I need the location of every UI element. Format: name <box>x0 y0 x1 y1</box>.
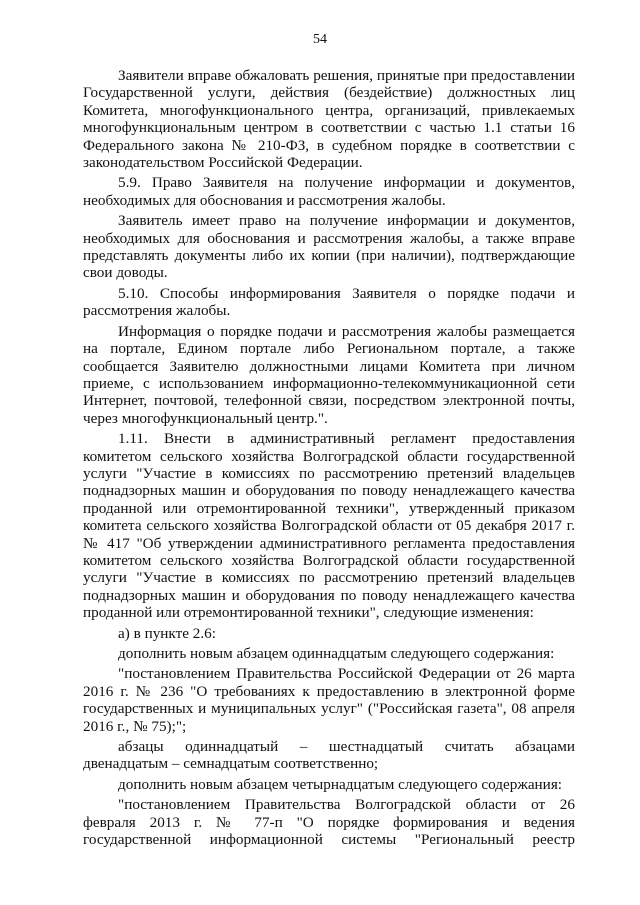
page-number: 54 <box>313 32 327 47</box>
paragraph-info-rights: Заявитель имеет право на получение информации и документов, необходимых для обоснования и рассмотрения жалобы, а также вправе представлять документы либо их копии (при наличии), подтверждающие свои доводы. <box>83 212 575 282</box>
paragraph-appeal-rights: Заявители вправе обжаловать решения, принятые при предоставлении Государственной услуги, действия (бездействие) должностных лиц Комитета, многофункционального центра, организаций, привлекаемых многофункциональным центром в соответствии с частью 1.1 статьи 16 Федерального закона № 210-ФЗ, в судебном порядке в соответствии с законодательством Российской Федерации. <box>83 67 575 172</box>
paragraph-resolution-77p: "постановлением Правительства Волгоградской области от 26 февраля 2013 г. № 77-п "О порядке формирования и ведения государственной информационной системы "Региональный реестр <box>83 796 575 849</box>
document-body <box>83 67 575 851</box>
paragraph-renumbering: абзацы одиннадцатый – шестнадцатый считать абзацами двенадцатым – семнадцатым соответственно; <box>83 738 575 773</box>
section-1-11-amendment: 1.11. Внести в административный регламент предоставления комитетом сельского хозяйства Волгоградской области государственной услуги "Участие в комиссиях по рассмотрению претензий владельцев поднадзорных машин и оборудования по поводу ненадлежащего качества проданной или отремонтированной техники", утвержденный приказом комитета сельского хозяйства Волгоградской области от 05 декабря 2017 г. № 417 "Об утверждении административного регламента предоставления комитетом сельского хозяйства Волгоградской области государственной услуги "Участие в комиссиях по рассмотрению претензий владельцев поднадзорных машин и оборудования по поводу ненадлежащего качества проданной или отремонтированной техники", следующие изменения: <box>83 430 575 622</box>
paragraph-resolution-236: "постановлением Правительства Российской Федерации от 26 марта 2016 г. № 236 "О требованиях к предоставлению в электронной форме государственных и муниципальных услуг" ("Российская газета", 08 апреля 2016 г., № 75);"; <box>83 665 575 735</box>
item-a-point-2-6: а) в пункте 2.6: <box>118 624 216 642</box>
paragraph-add-fourteenth: дополнить новым абзацем четырнадцатым следующего содержания: <box>118 775 563 793</box>
section-5-9-heading: 5.9. Право Заявителя на получение информации и документов, необходимых для обоснования и рассмотрения жалобы. <box>83 174 575 209</box>
paragraph-add-eleventh: дополнить новым абзацем одиннадцатым следующего содержания: <box>118 645 555 662</box>
paragraph-info-placement: Информация о порядке подачи и рассмотрения жалобы размещается на портале, Едином портале либо Региональном портале, а также сообщается Заявителю должностными лицами Комитета при личном приеме, с использованием информационно-телекоммуникационной сети Интернет, почтовой, телефонной связи, посредством электронной почты, через многофункциональный центр.". <box>83 322 575 427</box>
section-5-10-heading: 5.10. Способы информирования Заявителя о порядке подачи и рассмотрения жалобы. <box>83 284 575 320</box>
